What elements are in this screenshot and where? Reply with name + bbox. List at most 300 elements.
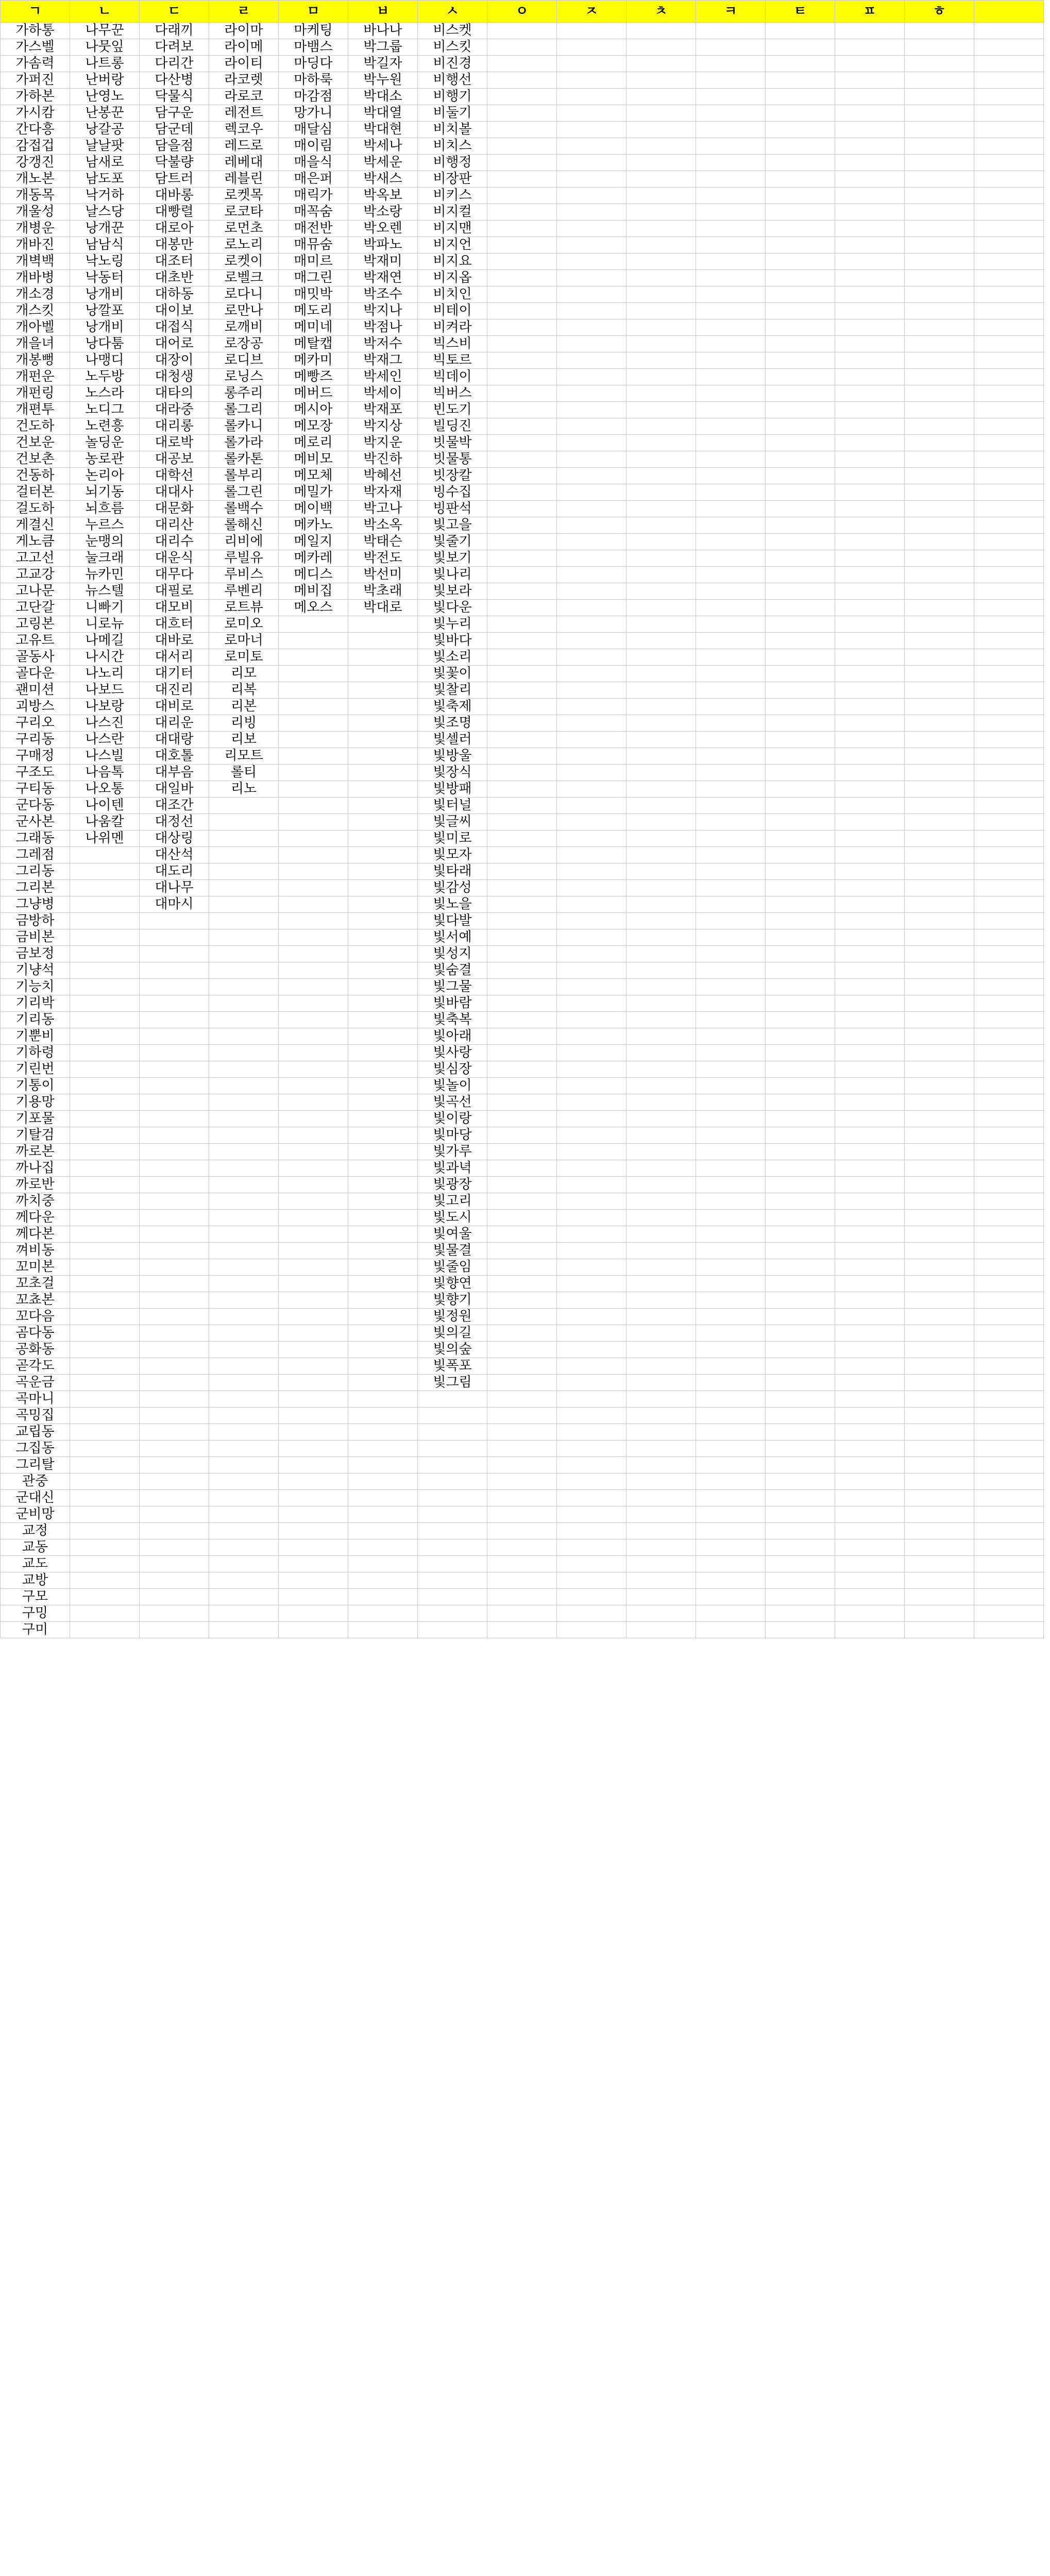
empty-cell — [557, 1440, 626, 1457]
empty-cell — [348, 732, 418, 748]
empty-cell — [835, 534, 905, 550]
empty-cell — [766, 72, 835, 89]
word-cell: 망가니 — [279, 105, 348, 122]
empty-cell — [279, 1457, 348, 1473]
empty-cell — [209, 1572, 279, 1589]
empty-cell — [70, 1424, 140, 1440]
empty-cell — [905, 23, 974, 39]
empty-cell — [696, 649, 766, 666]
empty-cell — [766, 501, 835, 517]
table-row — [1, 369, 1044, 385]
empty-cell — [487, 1243, 557, 1259]
word-cell: 빛그물 — [418, 979, 487, 995]
empty-cell — [557, 534, 626, 550]
empty-cell — [696, 385, 766, 402]
table-row — [1, 270, 1044, 286]
empty-cell — [279, 732, 348, 748]
empty-cell — [487, 946, 557, 962]
empty-cell — [209, 1457, 279, 1473]
word-cell: 대문화 — [140, 501, 209, 517]
empty-cell — [209, 962, 279, 979]
word-cell: 대일바 — [140, 781, 209, 798]
empty-cell — [557, 188, 626, 204]
empty-cell — [766, 1160, 835, 1177]
empty-cell — [279, 1358, 348, 1375]
word-cell: 비키스 — [418, 188, 487, 204]
empty-cell — [974, 1358, 1044, 1375]
empty-cell — [835, 880, 905, 896]
empty-cell — [696, 896, 766, 913]
empty-cell — [70, 1061, 140, 1078]
table-row — [1, 1012, 1044, 1028]
table-row — [1, 23, 1044, 39]
word-cell: 개벽백 — [1, 253, 70, 270]
empty-cell — [905, 1226, 974, 1243]
empty-cell — [974, 1045, 1044, 1061]
table-row — [1, 995, 1044, 1012]
empty-cell — [766, 402, 835, 418]
word-cell: 박세운 — [348, 155, 418, 171]
empty-cell — [140, 1078, 209, 1094]
word-cell: 닥불량 — [140, 155, 209, 171]
word-cell: 건도하 — [1, 418, 70, 435]
empty-cell — [140, 1061, 209, 1078]
empty-cell — [279, 1094, 348, 1111]
empty-cell — [70, 1391, 140, 1408]
empty-cell — [140, 1127, 209, 1144]
word-cell: 로노리 — [209, 237, 279, 253]
empty-cell — [487, 72, 557, 89]
empty-cell — [835, 1473, 905, 1490]
empty-cell — [766, 56, 835, 72]
empty-cell — [626, 286, 696, 303]
empty-cell — [70, 1259, 140, 1276]
table-row — [1, 1506, 1044, 1523]
empty-cell — [140, 1325, 209, 1342]
empty-cell — [835, 1243, 905, 1259]
empty-cell — [835, 1028, 905, 1045]
word-cell: 박파노 — [348, 237, 418, 253]
empty-cell — [696, 666, 766, 682]
empty-cell — [557, 451, 626, 468]
empty-cell — [696, 1523, 766, 1539]
word-cell: 박고나 — [348, 501, 418, 517]
empty-cell — [209, 1127, 279, 1144]
empty-cell — [140, 1012, 209, 1028]
empty-cell — [905, 1605, 974, 1622]
empty-cell — [487, 1589, 557, 1605]
empty-cell — [279, 1424, 348, 1440]
empty-cell — [209, 1210, 279, 1226]
empty-cell — [696, 732, 766, 748]
empty-cell — [835, 435, 905, 451]
empty-cell — [348, 1045, 418, 1061]
empty-cell — [140, 1177, 209, 1193]
word-cell: 메비집 — [279, 583, 348, 600]
empty-cell — [487, 155, 557, 171]
empty-cell — [487, 303, 557, 319]
empty-cell — [626, 1309, 696, 1325]
empty-cell — [348, 1144, 418, 1160]
empty-cell — [348, 1539, 418, 1556]
empty-cell — [140, 1292, 209, 1309]
word-cell: 메모장 — [279, 418, 348, 435]
empty-cell — [209, 1589, 279, 1605]
empty-cell — [835, 979, 905, 995]
table-row — [1, 1292, 1044, 1309]
empty-cell — [626, 270, 696, 286]
empty-cell — [557, 1111, 626, 1127]
word-cell: 담트러 — [140, 171, 209, 188]
empty-cell — [766, 253, 835, 270]
empty-cell — [835, 468, 905, 484]
empty-cell — [348, 1127, 418, 1144]
empty-cell — [766, 1391, 835, 1408]
word-cell: 까로본 — [1, 1144, 70, 1160]
empty-cell — [974, 1506, 1044, 1523]
word-cell: 로마너 — [209, 633, 279, 649]
empty-cell — [626, 1045, 696, 1061]
empty-cell — [279, 1210, 348, 1226]
empty-cell — [766, 39, 835, 56]
word-cell: 박초래 — [348, 583, 418, 600]
empty-cell — [418, 1589, 487, 1605]
word-cell: 리본 — [209, 699, 279, 715]
empty-cell — [557, 1177, 626, 1193]
empty-cell — [696, 699, 766, 715]
table-body — [1, 1, 1044, 1638]
empty-cell — [348, 1309, 418, 1325]
empty-cell — [626, 765, 696, 781]
empty-cell — [626, 814, 696, 831]
empty-cell — [905, 666, 974, 682]
empty-cell — [766, 336, 835, 352]
empty-cell — [696, 270, 766, 286]
empty-cell — [209, 1506, 279, 1523]
empty-cell — [348, 1177, 418, 1193]
empty-cell — [974, 863, 1044, 880]
word-cell: 대도리 — [140, 863, 209, 880]
empty-cell — [905, 138, 974, 155]
word-cell: 박누원 — [348, 72, 418, 89]
empty-cell — [905, 550, 974, 567]
empty-cell — [835, 451, 905, 468]
empty-cell — [487, 748, 557, 765]
empty-cell — [279, 1605, 348, 1622]
empty-cell — [348, 765, 418, 781]
empty-cell — [140, 1094, 209, 1111]
empty-cell — [905, 1358, 974, 1375]
empty-cell — [905, 715, 974, 732]
empty-cell — [696, 1309, 766, 1325]
word-cell: 나스빌 — [70, 748, 140, 765]
word-cell: 대모비 — [140, 600, 209, 616]
empty-cell — [70, 1605, 140, 1622]
word-cell: 박지나 — [348, 303, 418, 319]
empty-cell — [348, 699, 418, 715]
empty-cell — [974, 880, 1044, 896]
word-cell: 롤그리 — [209, 402, 279, 418]
empty-cell — [487, 270, 557, 286]
empty-cell — [696, 23, 766, 39]
empty-cell — [626, 682, 696, 699]
word-cell: 건동하 — [1, 468, 70, 484]
empty-cell — [348, 1424, 418, 1440]
word-cell: 뉴스텔 — [70, 583, 140, 600]
empty-cell — [696, 781, 766, 798]
empty-cell — [140, 1506, 209, 1523]
empty-cell — [696, 188, 766, 204]
word-cell: 라코렛 — [209, 72, 279, 89]
empty-cell — [279, 1177, 348, 1193]
empty-cell — [348, 1457, 418, 1473]
table-row — [1, 1144, 1044, 1160]
empty-cell — [209, 979, 279, 995]
table-row — [1, 1490, 1044, 1506]
table-row — [1, 600, 1044, 616]
word-cell: 빛서예 — [418, 929, 487, 946]
empty-cell — [140, 1572, 209, 1589]
empty-cell — [626, 831, 696, 847]
word-cell: 건보촌 — [1, 451, 70, 468]
empty-cell — [974, 1309, 1044, 1325]
empty-cell — [279, 765, 348, 781]
empty-cell — [418, 1539, 487, 1556]
empty-cell — [905, 847, 974, 863]
word-cell: 담구운 — [140, 105, 209, 122]
empty-cell — [70, 1556, 140, 1572]
empty-cell — [835, 1276, 905, 1292]
empty-cell — [487, 1127, 557, 1144]
empty-cell — [487, 781, 557, 798]
word-cell: 다래끼 — [140, 23, 209, 39]
empty-cell — [209, 1078, 279, 1094]
empty-cell — [557, 1375, 626, 1391]
word-cell: 대흐터 — [140, 616, 209, 633]
empty-cell — [70, 962, 140, 979]
empty-cell — [209, 798, 279, 814]
empty-cell — [557, 765, 626, 781]
empty-cell — [348, 666, 418, 682]
empty-cell — [905, 204, 974, 221]
empty-cell — [696, 418, 766, 435]
empty-cell — [974, 1473, 1044, 1490]
empty-cell — [626, 1473, 696, 1490]
word-cell: 박전도 — [348, 550, 418, 567]
empty-cell — [696, 1556, 766, 1572]
empty-cell — [348, 1226, 418, 1243]
word-cell: 군다동 — [1, 798, 70, 814]
empty-cell — [626, 385, 696, 402]
empty-cell — [487, 1556, 557, 1572]
empty-cell — [766, 798, 835, 814]
empty-cell — [905, 1424, 974, 1440]
word-cell: 빅스비 — [418, 336, 487, 352]
empty-cell — [70, 1539, 140, 1556]
table-row — [1, 72, 1044, 89]
word-cell: 박옥보 — [348, 188, 418, 204]
empty-cell — [974, 286, 1044, 303]
word-cell: 루비스 — [209, 567, 279, 583]
empty-cell — [835, 89, 905, 105]
word-cell: 대조간 — [140, 798, 209, 814]
column-header: ㅎ — [905, 1, 974, 23]
empty-cell — [557, 781, 626, 798]
empty-cell — [557, 913, 626, 929]
empty-cell — [696, 1440, 766, 1457]
empty-cell — [766, 188, 835, 204]
table-row — [1, 1408, 1044, 1424]
empty-cell — [557, 501, 626, 517]
empty-cell — [696, 105, 766, 122]
table-row — [1, 155, 1044, 171]
word-cell: 다려보 — [140, 39, 209, 56]
empty-cell — [487, 56, 557, 72]
empty-cell — [905, 451, 974, 468]
empty-cell — [766, 1045, 835, 1061]
empty-cell — [905, 649, 974, 666]
empty-cell — [557, 814, 626, 831]
empty-cell — [140, 1457, 209, 1473]
empty-cell — [835, 649, 905, 666]
empty-cell — [626, 1259, 696, 1276]
word-cell: 구밍 — [1, 1605, 70, 1622]
word-cell: 비둘기 — [418, 105, 487, 122]
table-row — [1, 1226, 1044, 1243]
empty-cell — [905, 567, 974, 583]
empty-cell — [696, 517, 766, 534]
empty-cell — [487, 1061, 557, 1078]
empty-cell — [279, 929, 348, 946]
empty-cell — [835, 814, 905, 831]
word-cell: 매릭가 — [279, 188, 348, 204]
empty-cell — [835, 583, 905, 600]
empty-cell — [487, 1572, 557, 1589]
empty-cell — [70, 1572, 140, 1589]
empty-cell — [696, 1539, 766, 1556]
empty-cell — [696, 534, 766, 550]
word-cell: 박진하 — [348, 451, 418, 468]
empty-cell — [696, 501, 766, 517]
empty-cell — [557, 1424, 626, 1440]
word-cell: 비지옵 — [418, 270, 487, 286]
empty-cell — [766, 913, 835, 929]
empty-cell — [140, 1523, 209, 1539]
word-cell: 빛물결 — [418, 1243, 487, 1259]
word-cell: 레전트 — [209, 105, 279, 122]
word-cell: 비지요 — [418, 253, 487, 270]
empty-cell — [696, 1243, 766, 1259]
word-cell: 비지컬 — [418, 204, 487, 221]
word-cell: 롤백수 — [209, 501, 279, 517]
word-cell: 빅버스 — [418, 385, 487, 402]
empty-cell — [70, 1408, 140, 1424]
empty-cell — [766, 814, 835, 831]
word-cell: 메디스 — [279, 567, 348, 583]
empty-cell — [905, 1078, 974, 1094]
empty-cell — [626, 1292, 696, 1309]
empty-cell — [766, 863, 835, 880]
empty-cell — [626, 204, 696, 221]
word-cell: 곧각도 — [1, 1358, 70, 1375]
empty-cell — [557, 1556, 626, 1572]
word-cell: 대정선 — [140, 814, 209, 831]
empty-cell — [487, 715, 557, 732]
empty-cell — [557, 385, 626, 402]
word-cell: 빛보기 — [418, 550, 487, 567]
column-header: ㄹ — [209, 1, 279, 23]
empty-cell — [209, 1309, 279, 1325]
empty-cell — [905, 765, 974, 781]
empty-cell — [974, 847, 1044, 863]
empty-cell — [487, 1523, 557, 1539]
empty-cell — [974, 1193, 1044, 1210]
empty-cell — [696, 1177, 766, 1193]
empty-cell — [279, 1144, 348, 1160]
empty-cell — [279, 1045, 348, 1061]
empty-cell — [557, 550, 626, 567]
empty-cell — [626, 1028, 696, 1045]
word-cell: 비치스 — [418, 138, 487, 155]
word-cell: 대바로 — [140, 633, 209, 649]
empty-cell — [626, 781, 696, 798]
empty-cell — [696, 336, 766, 352]
empty-cell — [905, 929, 974, 946]
table-row — [1, 1028, 1044, 1045]
word-cell: 레블린 — [209, 171, 279, 188]
empty-cell — [348, 880, 418, 896]
word-cell: 박세나 — [348, 138, 418, 155]
word-cell: 리복 — [209, 682, 279, 699]
word-cell: 대청생 — [140, 369, 209, 385]
word-cell: 박지운 — [348, 435, 418, 451]
empty-cell — [557, 715, 626, 732]
empty-cell — [626, 451, 696, 468]
empty-cell — [905, 600, 974, 616]
word-cell: 나스진 — [70, 715, 140, 732]
word-cell: 빛모자 — [418, 847, 487, 863]
empty-cell — [696, 1605, 766, 1622]
word-cell: 대필로 — [140, 583, 209, 600]
empty-cell — [835, 23, 905, 39]
empty-cell — [626, 1078, 696, 1094]
empty-cell — [835, 122, 905, 138]
empty-cell — [557, 1589, 626, 1605]
empty-cell — [487, 385, 557, 402]
empty-cell — [348, 1490, 418, 1506]
table-row — [1, 138, 1044, 155]
empty-cell — [557, 798, 626, 814]
column-header: ㅈ — [557, 1, 626, 23]
empty-cell — [209, 1160, 279, 1177]
empty-cell — [696, 1622, 766, 1638]
empty-cell — [905, 1276, 974, 1292]
empty-cell — [974, 979, 1044, 995]
empty-cell — [209, 1177, 279, 1193]
word-cell: 빛폭포 — [418, 1358, 487, 1375]
word-cell: 기용망 — [1, 1094, 70, 1111]
empty-cell — [418, 1490, 487, 1506]
empty-cell — [905, 1111, 974, 1127]
empty-cell — [279, 1078, 348, 1094]
empty-cell — [348, 814, 418, 831]
word-cell: 로깨비 — [209, 319, 279, 336]
empty-cell — [279, 649, 348, 666]
empty-cell — [905, 995, 974, 1012]
empty-cell — [974, 1391, 1044, 1408]
word-cell: 게노큼 — [1, 534, 70, 550]
empty-cell — [974, 1325, 1044, 1342]
